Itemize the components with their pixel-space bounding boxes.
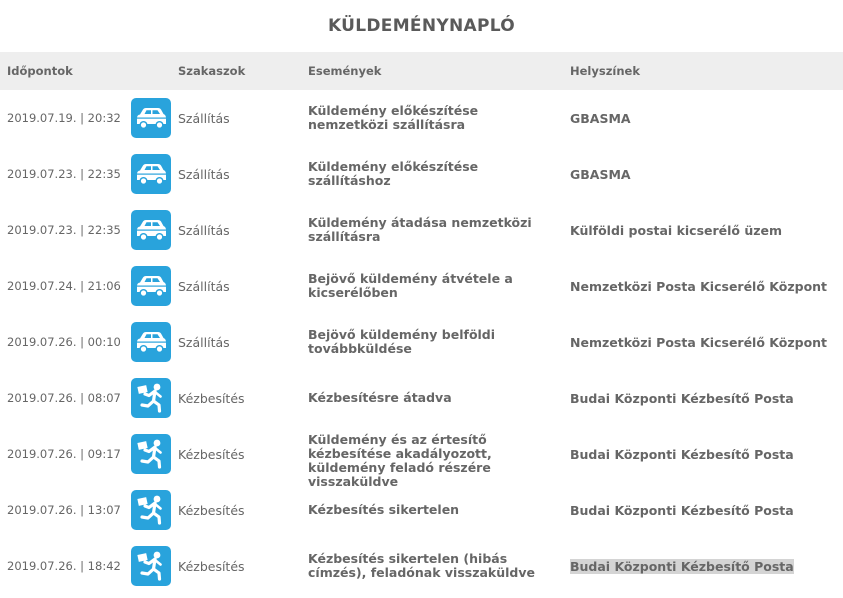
row-location: Budai Központi Kézbesítő Posta bbox=[570, 558, 794, 574]
row-event: Bejövő küldemény átvétele a kicserélőben bbox=[308, 271, 513, 300]
row-event: Küldemény előkészítése nemzetközi szállításra bbox=[308, 103, 479, 132]
row-location-cell bbox=[570, 370, 843, 426]
row-event: Kézbesítésre átadva bbox=[308, 390, 452, 405]
car-icon bbox=[131, 322, 171, 362]
row-location-cell bbox=[570, 538, 843, 594]
row-location: Nemzetközi Posta Kicserélő Központ bbox=[570, 334, 828, 350]
table-row-7 bbox=[0, 426, 843, 482]
table-row-8 bbox=[0, 482, 843, 538]
row-time: 2019.07.19. | 20:32 bbox=[7, 111, 121, 125]
page-title: KÜLDEMÉNYNAPLÓ bbox=[327, 16, 516, 36]
row-location: Külföldi postai kicserélő üzem bbox=[570, 222, 783, 238]
car-icon bbox=[131, 154, 171, 194]
column-header-time: Időpontok bbox=[7, 64, 73, 78]
row-event-cell bbox=[308, 370, 570, 426]
table-header-row bbox=[0, 52, 843, 90]
car-icon bbox=[131, 266, 171, 306]
row-time: 2019.07.26. | 00:10 bbox=[7, 335, 121, 349]
row-icon-cell bbox=[124, 146, 178, 202]
row-stage: Kézbesítés bbox=[178, 390, 245, 406]
row-event-cell bbox=[308, 202, 570, 258]
column-header-event: Események bbox=[308, 64, 382, 78]
car-icon bbox=[131, 210, 171, 250]
row-stage: Kézbesítés bbox=[178, 502, 245, 518]
row-event: Kézbesítés sikertelen bbox=[308, 502, 460, 517]
row-event: Bejövő küldemény belföldi továbbküldése bbox=[308, 327, 496, 356]
row-event-cell bbox=[308, 538, 570, 594]
row-stage: Szállítás bbox=[178, 278, 230, 294]
row-event-cell bbox=[308, 146, 570, 202]
tracking-log-table bbox=[0, 52, 843, 594]
row-icon-cell bbox=[124, 314, 178, 370]
row-location: Budai Központi Kézbesítő Posta bbox=[570, 446, 794, 462]
row-time: 2019.07.26. | 13:07 bbox=[7, 503, 121, 517]
row-time: 2019.07.23. | 22:35 bbox=[7, 167, 121, 181]
row-icon-cell bbox=[124, 258, 178, 314]
row-event-cell bbox=[308, 426, 570, 489]
table-row-6 bbox=[0, 370, 843, 426]
row-icon-cell bbox=[124, 370, 178, 426]
row-location-cell bbox=[570, 202, 843, 258]
row-event-cell bbox=[308, 90, 570, 146]
row-location: Budai Központi Kézbesítő Posta bbox=[570, 502, 794, 518]
table-row-1 bbox=[0, 90, 843, 146]
row-icon-cell bbox=[124, 482, 178, 538]
table-row-4 bbox=[0, 258, 843, 314]
row-event: Kézbesítés sikertelen (hibás címzés), feladónak visszaküldve bbox=[308, 551, 535, 580]
row-location: GBASMA bbox=[570, 110, 631, 126]
row-time: 2019.07.26. | 08:07 bbox=[7, 391, 121, 405]
row-stage: Kézbesítés bbox=[178, 558, 245, 574]
row-location-cell bbox=[570, 314, 843, 370]
column-header-icon bbox=[124, 52, 178, 90]
row-stage: Szállítás bbox=[178, 334, 230, 350]
row-location: Budai Központi Kézbesítő Posta bbox=[570, 390, 794, 406]
courier-icon bbox=[131, 490, 171, 530]
row-location-cell bbox=[570, 258, 843, 314]
row-icon-cell bbox=[124, 538, 178, 594]
row-event: Küldemény és az értesítő kézbesítése akadályozott, küldemény feladó részére visszaküldve bbox=[308, 432, 492, 489]
row-stage: Szállítás bbox=[178, 222, 230, 238]
table-row-5 bbox=[0, 314, 843, 370]
row-time: 2019.07.23. | 22:35 bbox=[7, 223, 121, 237]
row-icon-cell bbox=[124, 426, 178, 482]
row-time: 2019.07.26. | 18:42 bbox=[7, 559, 121, 573]
row-icon-cell bbox=[124, 90, 178, 146]
row-time: 2019.07.26. | 09:17 bbox=[7, 447, 121, 461]
row-location-cell bbox=[570, 482, 843, 538]
row-event-cell bbox=[308, 482, 570, 538]
row-time: 2019.07.24. | 21:06 bbox=[7, 279, 121, 293]
car-icon bbox=[131, 98, 171, 138]
row-location: GBASMA bbox=[570, 166, 631, 182]
row-event-cell bbox=[308, 258, 570, 314]
row-stage: Kézbesítés bbox=[178, 446, 245, 462]
row-event: Küldemény előkészítése szállításhoz bbox=[308, 159, 479, 188]
courier-icon bbox=[131, 434, 171, 474]
row-event: Küldemény átadása nemzetközi szállításra bbox=[308, 215, 532, 244]
row-location: Nemzetközi Posta Kicserélő Központ bbox=[570, 278, 828, 294]
table-row-3 bbox=[0, 202, 843, 258]
column-header-stage: Szakaszok bbox=[178, 64, 246, 78]
row-icon-cell bbox=[124, 202, 178, 258]
row-event-cell bbox=[308, 314, 570, 370]
row-location-cell bbox=[570, 146, 843, 202]
courier-icon bbox=[131, 378, 171, 418]
row-location-cell bbox=[570, 90, 843, 146]
column-header-location: Helyszínek bbox=[570, 64, 640, 78]
table-row-9 bbox=[0, 538, 843, 594]
courier-icon bbox=[131, 546, 171, 586]
table-row-2 bbox=[0, 146, 843, 202]
row-location-cell bbox=[570, 426, 843, 482]
row-stage: Szállítás bbox=[178, 166, 230, 182]
row-stage: Szállítás bbox=[178, 110, 230, 126]
